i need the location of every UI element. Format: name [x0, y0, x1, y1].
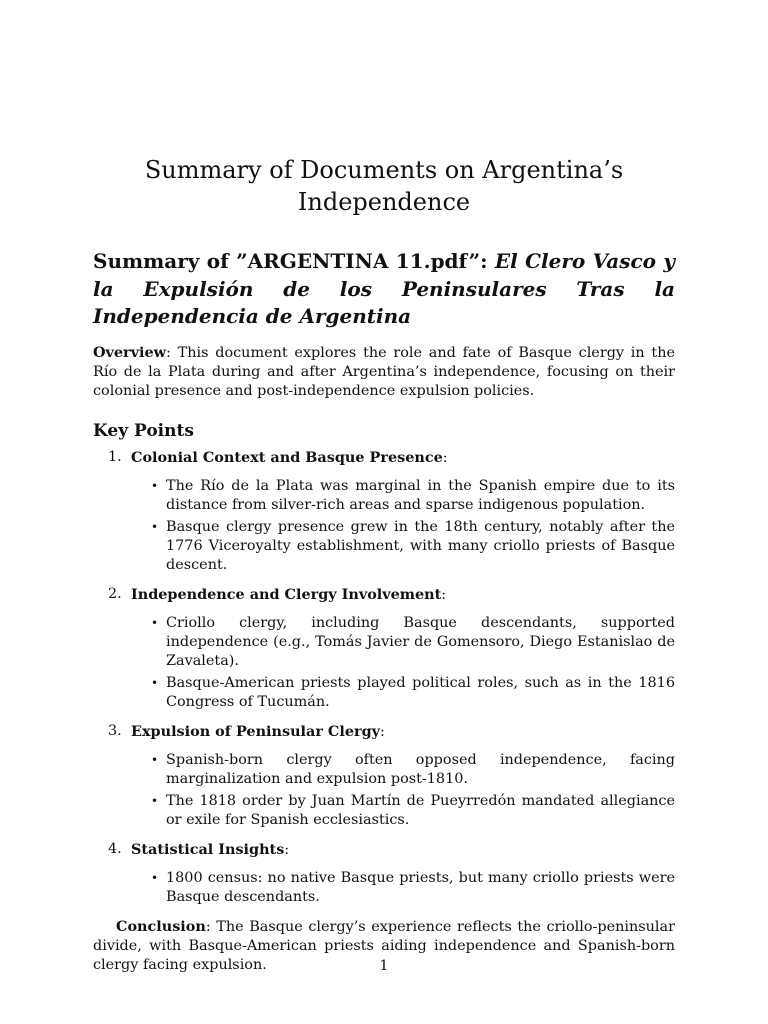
overview-label: Overview	[93, 343, 167, 361]
key-point-title-text: Independence and Clergy Involvement	[131, 585, 442, 603]
key-point-title-suffix: :	[284, 841, 290, 858]
key-point-title-suffix: :	[380, 723, 385, 740]
section-heading	[93, 248, 675, 331]
page-number: 1	[379, 958, 389, 974]
bullet-text: Criollo clergy, including Basque descendants, supported independence (e.g., Tomás Javier de Gomensoro, Diego Estanislao de Zavaleta).	[166, 614, 675, 669]
key-point-title-suffix: :	[441, 586, 447, 603]
key-points-list	[93, 448, 675, 907]
conclusion-text: : The Basque clergy’s experience reflects the criollo-peninsular divide, with Basque-American priests aiding independence and Spanish-born clergy facing expulsion.	[93, 918, 675, 973]
section-heading-prefix: Summary of ”ARGENTINA 11.pdf”:	[93, 249, 495, 273]
key-point-number: 1.	[108, 448, 122, 465]
key-point-title	[131, 722, 675, 742]
bullet-icon: •	[151, 675, 159, 690]
bullet-text: The 1818 order by Juan Martín de Pueyrredón mandated allegiance or exile for Spanish ecclesiastics.	[166, 792, 675, 828]
bullet-item	[131, 792, 675, 830]
bullet-list	[131, 477, 675, 575]
key-point-number: 3.	[108, 722, 122, 739]
key-point-item	[93, 840, 675, 907]
bullet-item	[131, 614, 675, 671]
bullet-item	[131, 518, 675, 575]
bullet-text: Spanish-born clergy often opposed independence, facing marginalization and expulsion post-1810.	[166, 751, 675, 787]
document-summary-section	[93, 248, 675, 975]
bullet-item	[131, 751, 675, 789]
bullet-icon: •	[151, 870, 159, 885]
key-point-title-text: Statistical Insights	[131, 840, 285, 858]
conclusion-label: Conclusion	[116, 917, 206, 935]
bullet-item	[131, 477, 675, 515]
key-point-number: 2.	[108, 585, 122, 602]
bullet-item	[131, 869, 675, 907]
key-point-title	[131, 448, 675, 468]
key-point-title-text: Expulsion of Peninsular Clergy	[131, 722, 380, 740]
bullet-list	[131, 751, 675, 830]
key-point-item	[93, 448, 675, 575]
bullet-icon: •	[151, 519, 159, 534]
key-point-item	[93, 585, 675, 712]
bullet-text: Basque-American priests played political roles, such as in the 1816 Congress of Tucumán.	[166, 674, 675, 710]
section-heading-title: El Clero Vasco y la Expulsión de los Peninsulares Tras la Independencia de Argentina	[93, 249, 676, 328]
key-point-title-suffix: :	[442, 449, 448, 466]
key-point-item	[93, 722, 675, 830]
key-points-heading: Key Points	[93, 420, 194, 441]
bullet-icon: •	[151, 615, 159, 630]
document-title: Summary of Documents on Argentina’s Independence	[144, 156, 624, 217]
key-point-title	[131, 840, 675, 860]
bullet-item	[131, 674, 675, 712]
bullet-list	[131, 614, 675, 712]
bullet-text: Basque clergy presence grew in the 18th century, notably after the 1776 Viceroyalty establishment, with many criollo priests of Basque descent.	[166, 518, 675, 573]
key-point-title	[131, 585, 675, 605]
bullet-text: 1800 census: no native Basque priests, but many criollo priests were Basque descendants.	[166, 869, 675, 905]
key-point-number: 4.	[108, 840, 122, 857]
bullet-icon: •	[151, 793, 159, 808]
overview-text: : This document explores the role and fate of Basque clergy in the Río de la Plata during and after Argentina’s independence, focusing on their colonial presence and post-independence expulsion policies.	[93, 344, 675, 399]
key-point-title-text: Colonial Context and Basque Presence	[131, 448, 443, 466]
bullet-icon: •	[151, 752, 159, 767]
bullet-text: The Río de la Plata was marginal in the Spanish empire due to its distance from silver-rich areas and sparse indigenous population.	[166, 477, 675, 513]
bullet-icon: •	[151, 478, 159, 493]
overview-paragraph	[93, 343, 675, 401]
bullet-list	[131, 869, 675, 907]
